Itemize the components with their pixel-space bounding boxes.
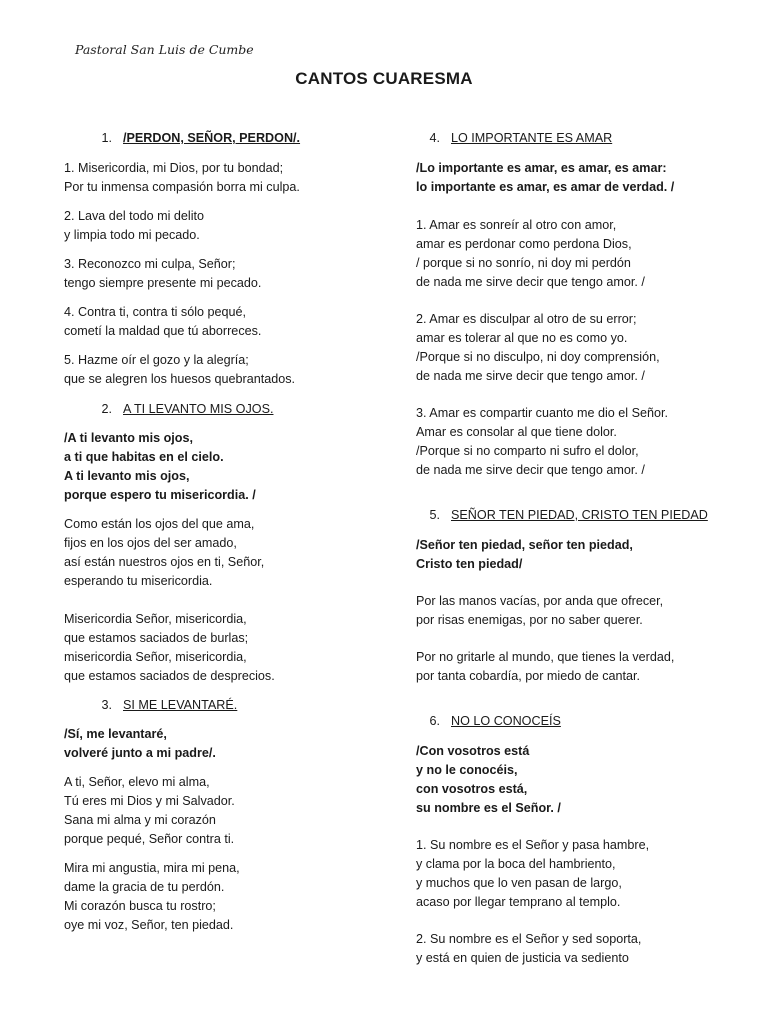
song-4-number: 4. — [429, 131, 440, 145]
song-4-chorus: /Lo importante es amar, es amar, es amar: lo importante es amar, es amar de verdad. / — [416, 161, 675, 194]
song-6-chorus: /Con vosotros está y no le conocéis, con vosotros está, su nombre es el Señor. / — [416, 744, 561, 815]
song-4-stanza-2: 2. Amar es disculpar al otro de su error; amar es tolerar al que no es como yo. /Porque si no disculpo, ni doy comprensión, de nada me sirve decir que tengo amor. / — [416, 312, 660, 383]
song-3-stanza-2: Mira mi angustia, mira mi pena, dame la gracia de tu perdón. Mi corazón busca tu rostro; oye mi voz, Señor, ten piedad. — [64, 861, 240, 932]
song-6-title: NO LO CONOCEÍS — [451, 714, 561, 728]
document-title: CANTOS CUARESMA — [295, 69, 473, 88]
song-3-stanza-1: A ti, Señor, elevo mi alma, Tú eres mi Dios y mi Salvador. Sana mi alma y mi corazón porque pequé, Señor contra ti. — [64, 775, 235, 846]
song-5-number: 5. — [429, 508, 440, 522]
document-header: Pastoral San Luis de Cumbe — [75, 42, 254, 57]
song-4-stanza-3: 3. Amar es compartir cuanto me dio el Señor. Amar es consolar al que tiene dolor. /Porque si no comparto ni sufro el dolor, de nada me sirve decir que tengo amor. / — [416, 406, 668, 477]
song-4-title: LO IMPORTANTE ES AMAR — [451, 131, 613, 145]
song-1-title: /PERDON, SEÑOR, PERDON/. — [123, 131, 301, 145]
song-3-title: SI ME LEVANTARÉ. — [123, 698, 238, 712]
right-column — [416, 129, 746, 968]
song-2-stanza-1: Como están los ojos del que ama, fijos en los ojos del ser amado, así están nuestros ojos en ti, Señor, esperando tu misericordia. — [64, 517, 265, 588]
song-1-stanza-1: 1. Misericordia, mi Dios, por tu bondad; Por tu inmensa compasión borra mi culpa. — [64, 161, 300, 194]
song-4-stanza-1: 1. Amar es sonreír al otro con amor, amar es perdonar como perdona Dios, / porque si no sonrío, ni doy mi perdón de nada me sirve decir que tengo amor. / — [416, 218, 645, 289]
song-4-heading — [416, 129, 746, 148]
left-column — [64, 129, 384, 935]
song-1-number: 1. — [101, 131, 112, 145]
song-5-title: SEÑOR TEN PIEDAD, CRISTO TEN PIEDAD — [451, 508, 708, 522]
song-2-number: 2. — [101, 402, 112, 416]
song-2-heading — [64, 400, 384, 419]
song-1-stanza-2: 2. Lava del todo mi delito y limpia todo mi pecado. — [64, 209, 205, 242]
song-5-chorus: /Señor ten piedad, señor ten piedad, Cristo ten piedad/ — [416, 538, 633, 571]
song-2-chorus: /A ti levanto mis ojos, a ti que habitas en el cielo. A ti levanto mis ojos, porque espero tu misericordia. / — [64, 431, 256, 502]
song-1-heading — [64, 129, 384, 148]
song-1-stanza-4: 4. Contra ti, contra ti sólo pequé, cometí la maldad que tú aborreces. — [64, 305, 262, 338]
song-1-stanza-5: 5. Hazme oír el gozo y la alegría; que se alegren los huesos quebrantados. — [64, 353, 296, 386]
song-6-stanza-1: 1. Su nombre es el Señor y pasa hambre, y clama por la boca del hambriento, y muchos que lo ven pasan de largo, acaso por llegar temprano al templo. — [416, 838, 650, 909]
song-1-stanza-3: 3. Reconozco mi culpa, Señor; tengo siempre presente mi pecado. — [64, 257, 262, 290]
song-5-stanza-1: Por las manos vacías, por anda que ofrecer, por risas enemigas, por no saber querer. — [416, 594, 664, 627]
song-3-heading — [64, 696, 384, 715]
song-6-stanza-2: 2. Su nombre es el Señor y sed soporta, y está en quien de justicia va sediento — [416, 932, 642, 965]
song-5-heading — [416, 506, 746, 525]
song-2-title: A TI LEVANTO MIS OJOS. — [123, 402, 274, 416]
song-6-number: 6. — [429, 714, 440, 728]
song-2-stanza-2: Misericordia Señor, misericordia, que estamos saciados de burlas; misericordia Señor, misericordia, que estamos saciados de desprecios. — [64, 612, 275, 683]
song-3-number: 3. — [101, 698, 112, 712]
song-5-stanza-2: Por no gritarle al mundo, que tienes la verdad, por tanta cobardía, por miedo de cantar. — [416, 650, 675, 683]
song-3-chorus: /Sí, me levantaré, volveré junto a mi padre/. — [64, 727, 216, 760]
song-6-heading — [416, 712, 746, 731]
